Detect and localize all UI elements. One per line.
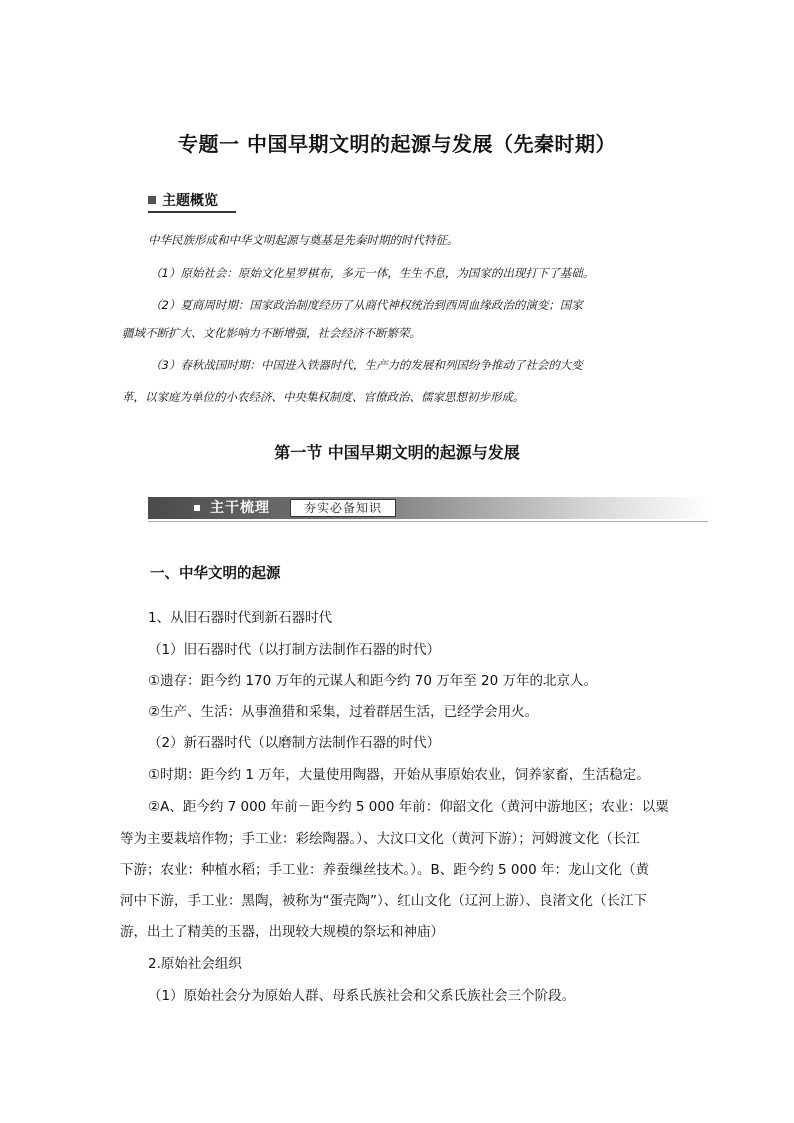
body-line: 1、从旧石器时代到新石器时代	[148, 610, 333, 626]
body-line: 河中下游，手工业：黑陶，被称为“蛋壳陶”）、红山文化（辽河上游）、良渚文化（长江下	[120, 893, 647, 909]
body-line: 2.原始社会组织	[148, 956, 242, 972]
square-bullet-icon	[148, 196, 156, 204]
overview-line: （3）春秋战国时期：中国进入铁器时代，生产力的发展和列国纷争推动了社会的大变	[150, 358, 583, 372]
overview-label: 主题概览	[162, 193, 218, 209]
banner-divider	[148, 521, 708, 522]
overview-header	[148, 191, 236, 213]
section-title: 第一节 中国早期文明的起源与发展	[274, 443, 520, 462]
heading-origin: 一、中华文明的起源	[150, 566, 281, 582]
overview-line: （1）原始社会：原始文化星罗棋布，多元一体，生生不息，为国家的出现打下了基础。	[150, 266, 595, 280]
banner-main-label: 主干梳理	[210, 500, 270, 516]
page-title: 专题一 中国早期文明的起源与发展（先秦时期）	[178, 132, 616, 156]
section-banner	[148, 497, 708, 519]
body-line: ①时期：距今约 1 万年，大量使用陶器，开始从事原始农业，饲养家畜，生活稳定。	[148, 767, 650, 783]
square-bullet-icon	[194, 505, 200, 511]
body-line: ②A、距今约 7 000 年前－距今约 5 000 年前：仰韶文化（黄河中游地区；农业：以粟	[148, 799, 669, 815]
body-line: （1）旧石器时代（以打制方法制作石器的时代）	[148, 642, 441, 658]
body-line: （2）新石器时代（以磨制方法制作石器的时代）	[148, 735, 441, 751]
body-line: ②生产、生活：从事渔猎和采集，过着群居生活，已经学会用火。	[148, 704, 539, 720]
body-line: ①遗存：距今约 170 万年的元谋人和距今约 70 万年至 20 万年的北京人。	[148, 673, 597, 689]
overview-line: 革，以家庭为单位的小农经济、中央集权制度、官僚政治、儒家思想初步形成。	[122, 390, 525, 404]
body-line: 下游；农业：种植水稻；手工业：养蚕缫丝技术。）。B、距今约 5 000 年：龙山文化（黄	[120, 862, 649, 878]
banner-tag: 夯实必备知识	[290, 499, 396, 517]
body-line: 等为主要栽培作物；手工业：彩绘陶器。）、大汶口文化（黄河下游）；河姆渡文化（长江	[120, 831, 640, 847]
overview-line: 中华民族形成和中华文明起源与奠基是先秦时期的时代特征。	[148, 233, 459, 247]
overview-line: 疆域不断扩大、文化影响力不断增强，社会经济不断繁荣。	[122, 326, 421, 340]
overview-line: （2）夏商周时期：国家政治制度经历了从商代神权统治到西周血缘政治的演变；国家	[150, 298, 583, 312]
body-line: （1）原始社会分为原始人群、母系氏族社会和父系氏族社会三个阶段。	[148, 988, 576, 1004]
body-line: 游，出土了精美的玉器，出现较大规模的祭坛和神庙）	[120, 924, 444, 940]
